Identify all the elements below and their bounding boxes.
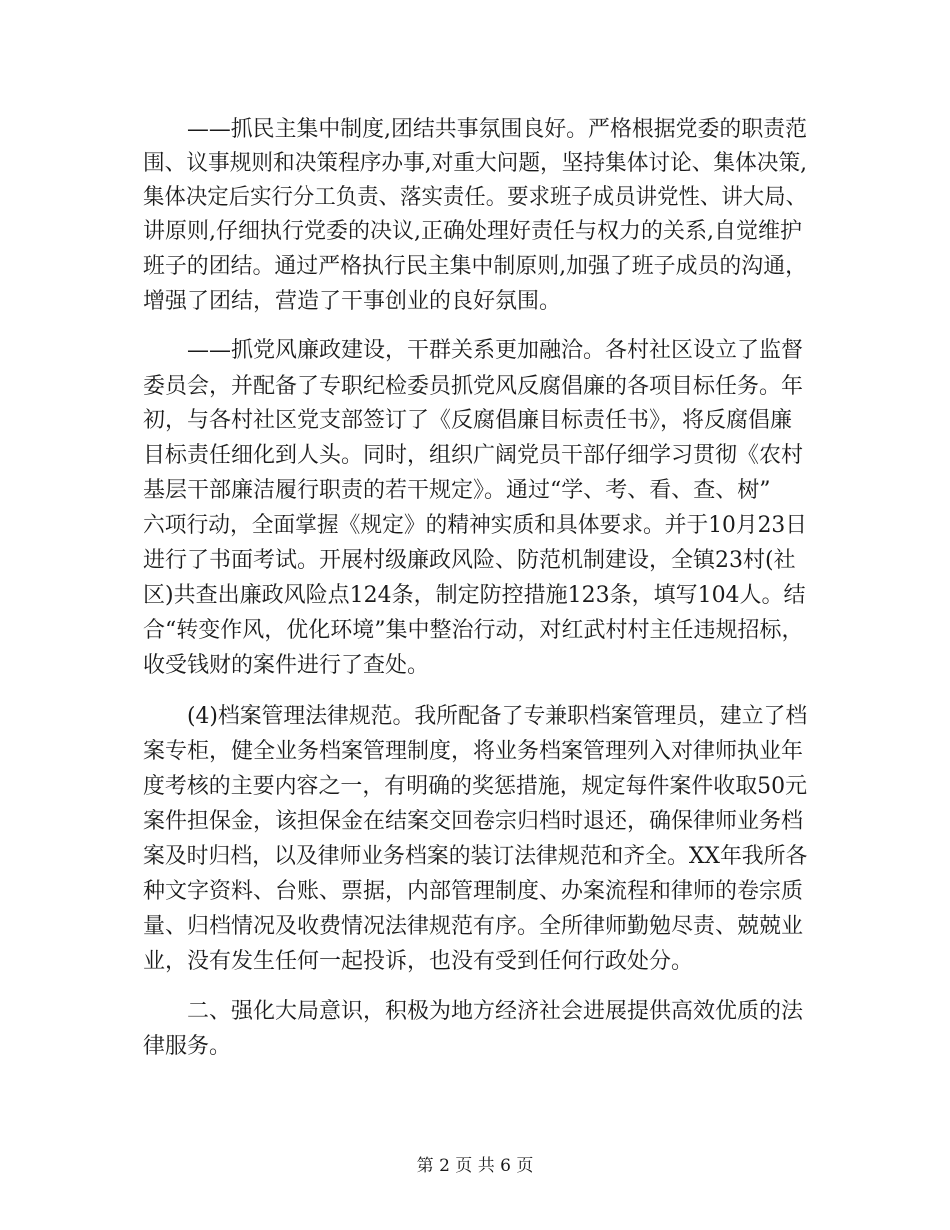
text-line: 区)共查出廉政风险点124条，制定防控措施123条，填写104人。结 bbox=[143, 583, 806, 608]
text-line: 二、强化大局意识，积极为地方经济社会进展提供高效优质的法 bbox=[187, 999, 804, 1024]
text-line: ——抓党风廉政建设，干群关系更加融洽。各村社区设立了监督 bbox=[187, 338, 804, 363]
text-line: 目标责任细化到人头。同时，组织广阔党员干部仔细学习贯彻《农村 bbox=[143, 443, 804, 468]
text-line: 基层干部廉洁履行职责的若干规定》。通过“学、考、看、查、树” bbox=[143, 478, 771, 503]
text-line: 进行了书面考试。开展村级廉政风险、防范机制建设，全镇23村(社 bbox=[143, 548, 796, 573]
text-line: 六项行动，全面掌握《规定》的精神实质和具体要求。并于10月23日 bbox=[143, 513, 808, 538]
text-line: 度考核的主要内容之一，有明确的奖惩措施，规定每件案件收取50元 bbox=[143, 774, 808, 799]
text-line: 案件担保金，该担保金在结案交回卷宗归档时退还，确保律师业务档 bbox=[143, 809, 804, 834]
page-number: 第 2 页 共 6 页 bbox=[416, 1156, 534, 1176]
text-line: 围、议事规则和决策程序办事,对重大问题，坚持集体讨论、集体决策, bbox=[143, 151, 808, 176]
text-line: 种文字资料、台账、票据，内部管理制度、办案流程和律师的卷宗质 bbox=[143, 879, 804, 904]
text-line: 收受钱财的案件进行了查处。 bbox=[143, 653, 430, 678]
text-line: (4)档案管理法律规范。我所配备了专兼职档案管理员，建立了档 bbox=[187, 704, 808, 729]
text-line: 合“转变作风，优化环境”集中整治行动，对红武村村主任违规招标， bbox=[143, 618, 804, 643]
text-line: 集体决定后实行分工负责、落实责任。要求班子成员讲党性、讲大局、 bbox=[143, 185, 808, 210]
text-line: 量、归档情况及收费情况法律规范有序。全所律师勤勉尽责、兢兢业 bbox=[143, 914, 804, 939]
text-line: 委员会，并配备了专职纪检委员抓党风反腐倡廉的各项目标任务。年 bbox=[143, 374, 804, 399]
text-line: 业，没有发生任何一起投诉，也没有受到任何行政处分。 bbox=[143, 949, 694, 974]
text-line: 律服务。 bbox=[143, 1034, 232, 1059]
text-line: 班子的团结。通过严格执行民主集中制原则,加强了班子成员的沟通， bbox=[143, 254, 807, 279]
text-line: ——抓民主集中制度,团结共事氛围良好。严格根据党委的职责范 bbox=[187, 117, 808, 142]
text-line: 案及时归档，以及律师业务档案的装订法律规范和齐全。XX年我所各 bbox=[143, 844, 808, 869]
text-line: 初，与各村社区党支部签订了《反腐倡廉目标责任书》，将反腐倡廉 bbox=[143, 408, 793, 433]
text-line: 讲原则,仔细执行党委的决议,正确处理好责任与权力的关系,自觉维护 bbox=[143, 219, 802, 244]
text-line: 增强了团结，营造了干事创业的良好氛围。 bbox=[143, 289, 562, 314]
text-line: 案专柜，健全业务档案管理制度，将业务档案管理列入对律师执业年 bbox=[143, 739, 804, 764]
